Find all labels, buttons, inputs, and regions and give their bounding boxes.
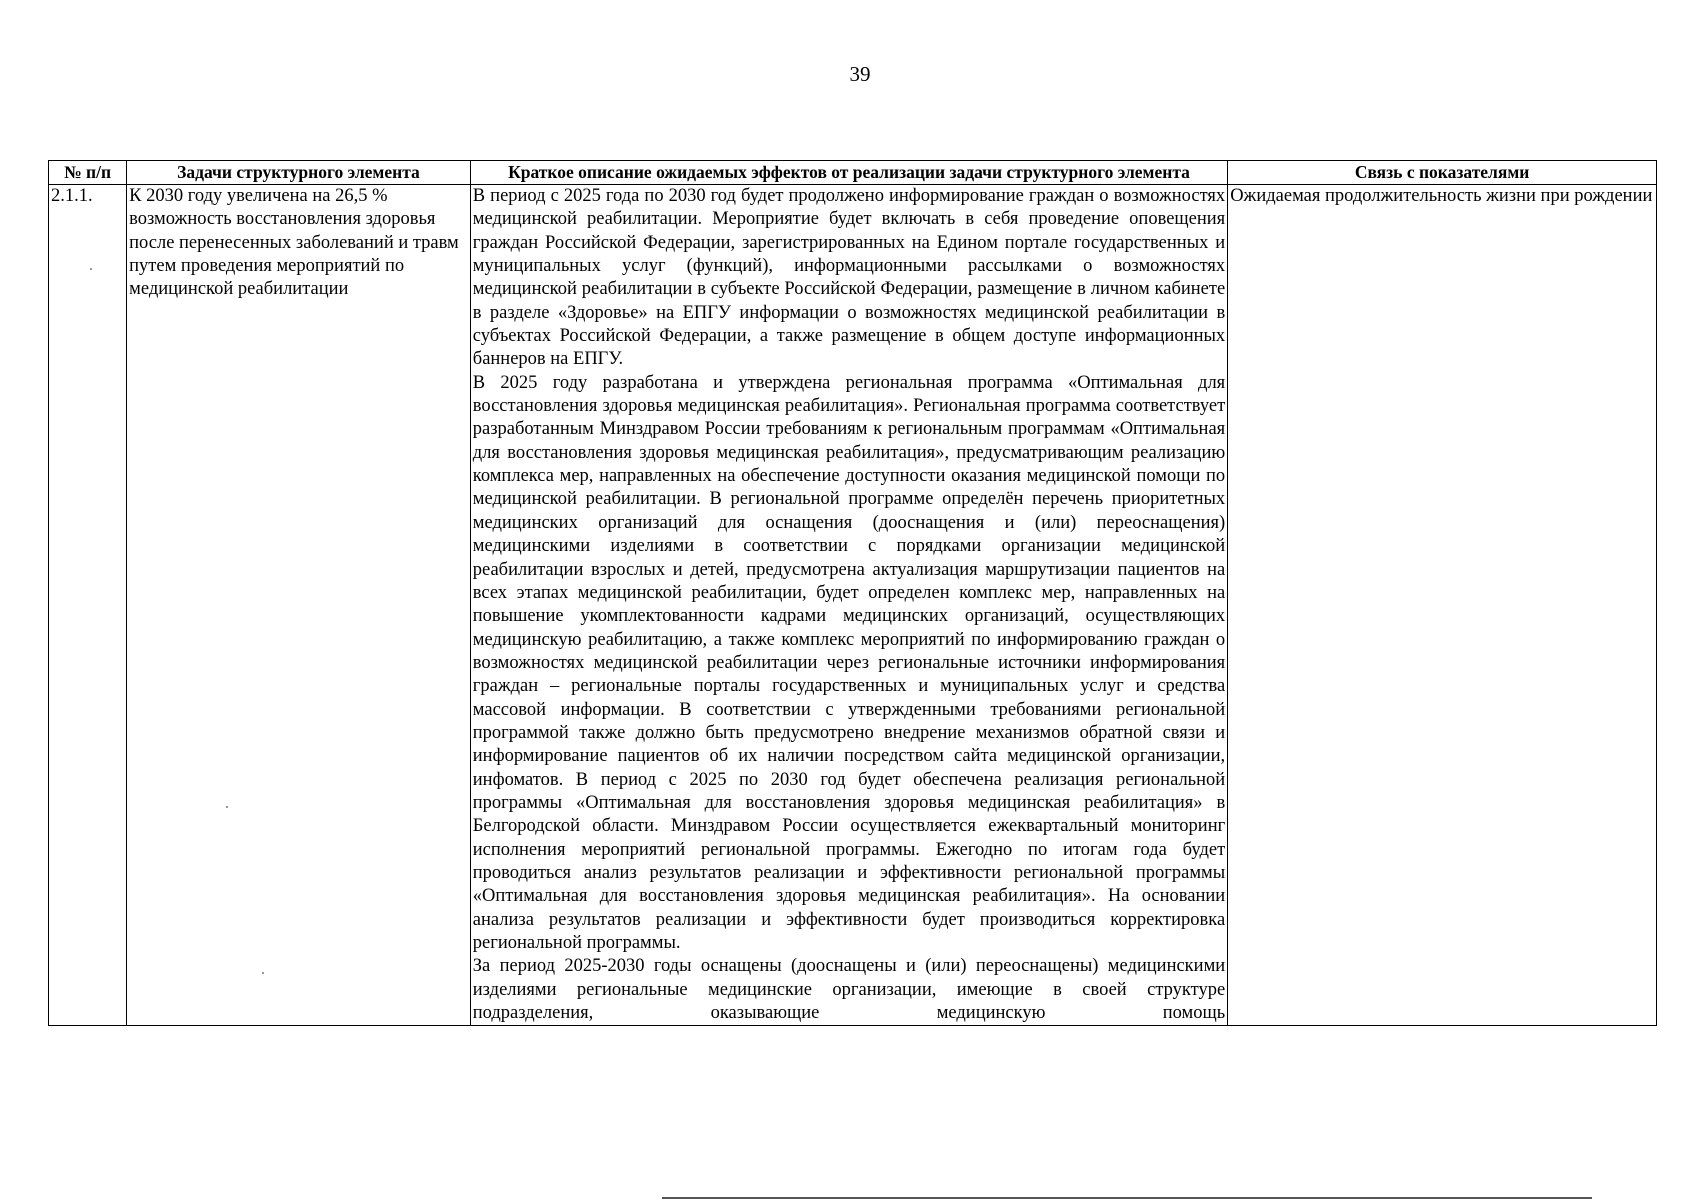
description-paragraph-2: В 2025 году разработана и утверждена региональная программа «Оптимальная для восстановления здоровья медицинская реабилитация». Региональная программа соответствует разработанным Минздравом России требованиям к региональным программам «Оптимальная для восстановления здоровья медицинская реабилитация», предусматривающим реализацию комплекса мер, направленных на обеспечение доступности оказания медицинской помощи по медицинской реабилитации. В региональной программе определён перечень приоритетных медицинских организаций для оснащения (дооснащения и (или) переоснащения) медицинскими изделиями в соответствии с порядками организации медицинской реабилитации взрослых и детей, предусмотрена актуализация маршрутизации пациентов на всех этапах медицинской реабилитации, будет определен комплекс мер, направленных на повышение укомплектованности кадрами медицинских организаций, осуществляющих медицинскую реабилитацию, а также комплекс мероприятий по информированию граждан о возможностях медицинской реабилитации через региональные источники информирования граждан – региональные порталы государственных и муниципальных услуг и средства массовой информации. В соответствии с утвержденными требованиями региональной программой также должно быть предусмотрено внедрение механизмов обратной связи и информирование пациентов об их наличии посредством сайта медицинской организации, инфоматов. В период с 2025 по 2030 год будет обеспечена реализация региональной программы «Оптимальная для восстановления здоровья медицинская реабилитация» в Белгородской области. Минздравом России осуществляется ежеквартальный мониторинг исполнения мероприятий региональной программы. Ежегодно по итогам года будет проводиться анализ результатов реализации и эффективности региональной программы «Оптимальная для восстановления здоровья медицинская реабилитация». На основании анализа результатов реализации и эффективности будет производиться корректировка региональной программы.: [472, 372, 1226, 953]
description-paragraph-3: За период 2025-2030 годы оснащены (дооснащены и (или) переоснащены) медицинскими изделиями региональные медицинские организации, имеющие в своей структуре подразделения, оказывающие медицинскую помощь: [472, 956, 1226, 1024]
table-header-row: [49, 161, 1657, 185]
scan-speck: [90, 268, 92, 270]
header-description: Краткое описание ожидаемых эффектов от реализации задачи структурного элемента: [470, 161, 1227, 185]
bottom-scan-rule: [662, 1197, 1592, 1199]
row-indicator-link: Ожидаемая продолжительность жизни при рождении: [1228, 185, 1657, 1026]
header-num: № п/п: [49, 161, 127, 185]
structural-element-tasks-table: [48, 160, 1657, 1026]
scan-speck: [226, 806, 228, 808]
page-number: 39: [849, 62, 871, 86]
row-description: [470, 185, 1227, 1026]
table-row: [49, 185, 1657, 1026]
description-paragraph-1: В период с 2025 года по 2030 год будет продолжено информирование граждан о возможностях медицинской реабилитации. Мероприятие будет включать в себя проведение оповещения граждан Российской Федерации, зарегистрированных на Едином портале государственных и муниципальных услуг (функций), информационными рассылками о возможностях медицинской реабилитации в субъекте Российской Федерации, размещение в личном кабинете в разделе «Здоровье» на ЕПГУ информации о возможностях медицинской реабилитации в субъектах Российской Федерации, а также размещение в общем доступе информационных баннеров на ЕПГУ.: [472, 186, 1226, 370]
header-task: Задачи структурного элемента: [127, 161, 471, 185]
scan-speck: [262, 972, 264, 974]
row-num: 2.1.1.: [49, 185, 127, 1026]
row-task: К 2030 году увеличена на 26,5 % возможность восстановления здоровья после перенесенных заболеваний и травм путем проведения мероприятий по медицинской реабилитации: [127, 185, 471, 1026]
header-link: Связь с показателями: [1228, 161, 1657, 185]
